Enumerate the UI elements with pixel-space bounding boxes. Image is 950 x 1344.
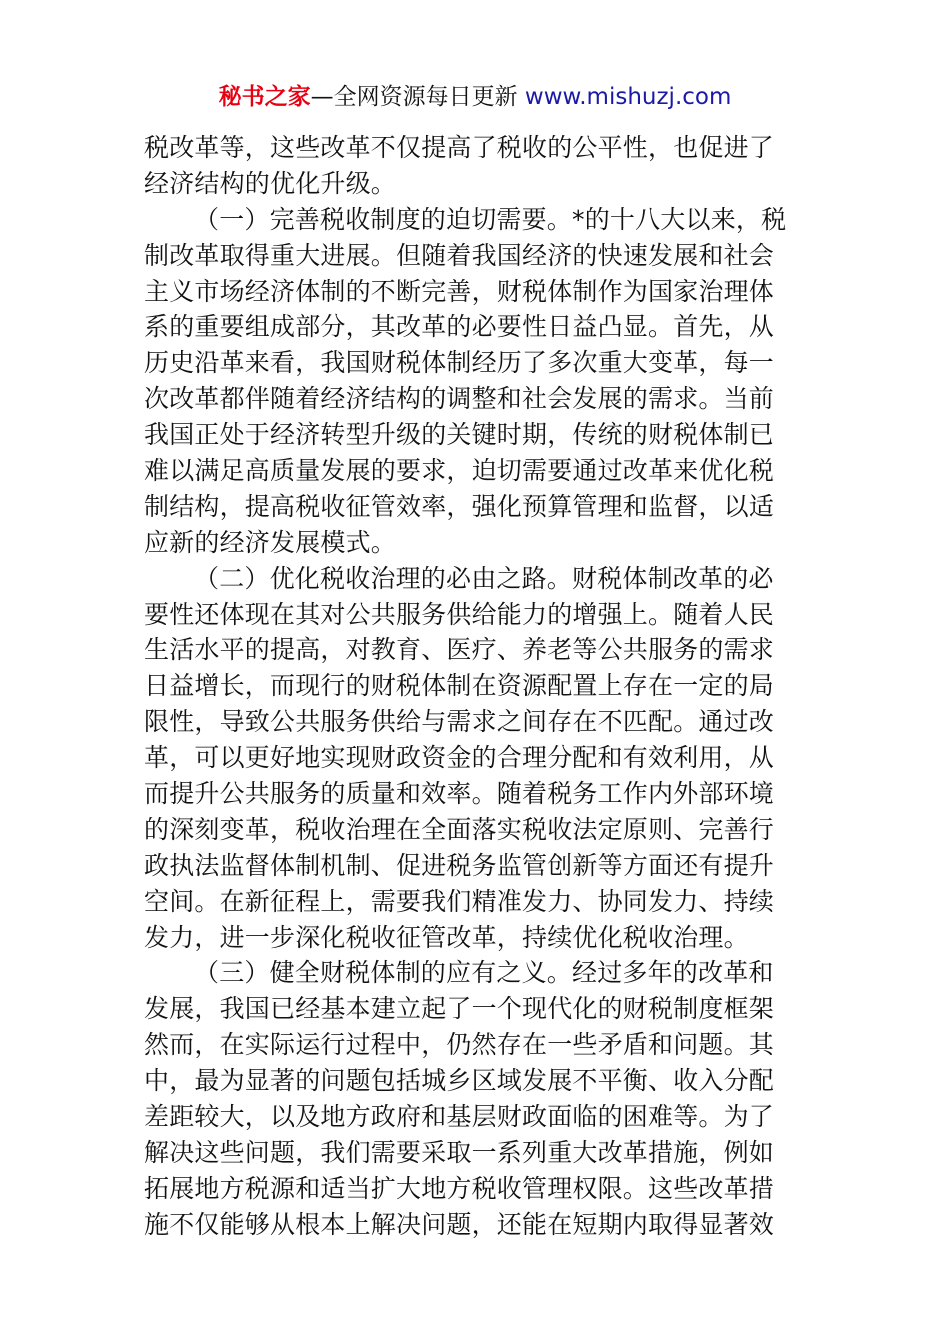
text-line: 制结构，提高税收征管效率，强化预算管理和监督，以适 <box>144 491 775 521</box>
text-line: 我国正处于经济转型升级的关键时期，传统的财税体制已 <box>144 420 775 450</box>
text-line: 中，最为显著的问题包括城乡区域发展不平衡、收入分配 <box>144 1066 775 1096</box>
text-line: 日益增长，而现行的财税体制在资源配置上存在一定的局 <box>144 671 775 701</box>
text-line: 空间。在新征程上，需要我们精准发力、协同发力、持续 <box>144 886 775 916</box>
text-line: 制改革取得重大进展。但随着我国经济的快速发展和社会 <box>144 240 775 270</box>
site-url-link[interactable]: www.mishuzj.com <box>524 84 732 110</box>
text-line: 革，可以更好地实现财政资金的合理分配和有效利用，从 <box>144 743 775 773</box>
text-line: 发展，我国已经基本建立起了一个现代化的财税制度框架 <box>144 994 775 1024</box>
text-line: 应新的经济发展模式。 <box>144 527 397 557</box>
text-line: 政执法监督体制机制、促进税务监管创新等方面还有提升 <box>144 850 775 880</box>
document-body <box>144 130 808 1243</box>
text-line: 差距较大，以及地方政府和基层财政面临的困难等。为了 <box>144 1102 775 1132</box>
text-line: 系的重要组成部分，其改革的必要性日益凸显。首先，从 <box>144 312 775 342</box>
brand-name: 秘书之家 <box>218 84 311 110</box>
text-line: 经济结构的优化升级。 <box>144 168 397 198</box>
text-line: 历史沿革来看，我国财税体制经历了多次重大变革，每一 <box>144 348 775 378</box>
text-line: 限性，导致公共服务供给与需求之间存在不匹配。通过改 <box>144 707 775 737</box>
text-line: 拓展地方税源和适当扩大地方税收管理权限。这些改革措 <box>144 1173 775 1203</box>
paragraph-first-line: （一）完善税收制度的迫切需要。*的十八大以来，税 <box>194 204 787 234</box>
text-line: 主义市场经济体制的不断完善，财税体制作为国家治理体 <box>144 276 775 306</box>
text-line: 难以满足高质量发展的要求，迫切需要通过改革来优化税 <box>144 456 775 486</box>
paragraph-first-line: （二）优化税收治理的必由之路。财税体制改革的必 <box>194 563 774 593</box>
text-line: 发力，进一步深化税收征管改革，持续优化税收治理。 <box>144 922 749 952</box>
header-tagline: —全网资源每日更新 <box>310 84 525 110</box>
text-line: 施不仅能够从根本上解决问题，还能在短期内取得显著效 <box>144 1209 775 1239</box>
text-line: 税改革等，这些改革不仅提高了税收的公平性，也促进了 <box>144 133 775 162</box>
paragraph-first-line: （三）健全财税体制的应有之义。经过多年的改革和 <box>194 958 774 988</box>
text-line: 要性还体现在其对公共服务供给能力的增强上。随着人民 <box>144 599 775 629</box>
text-line: 而提升公共服务的质量和效率。随着税务工作内外部环境 <box>144 779 775 809</box>
text-line: 次改革都伴随着经济结构的调整和社会发展的需求。当前 <box>144 384 775 414</box>
text-line: 生活水平的提高，对教育、医疗、养老等公共服务的需求 <box>144 635 775 665</box>
page-header <box>0 80 950 114</box>
text-line: 然而，在实际运行过程中，仍然存在一些矛盾和问题。其 <box>144 1030 775 1060</box>
text-line: 的深刻变革，税收治理在全面落实税收法定原则、完善行 <box>144 814 775 844</box>
text-line: 解决这些问题，我们需要采取一系列重大改革措施，例如 <box>144 1137 775 1167</box>
